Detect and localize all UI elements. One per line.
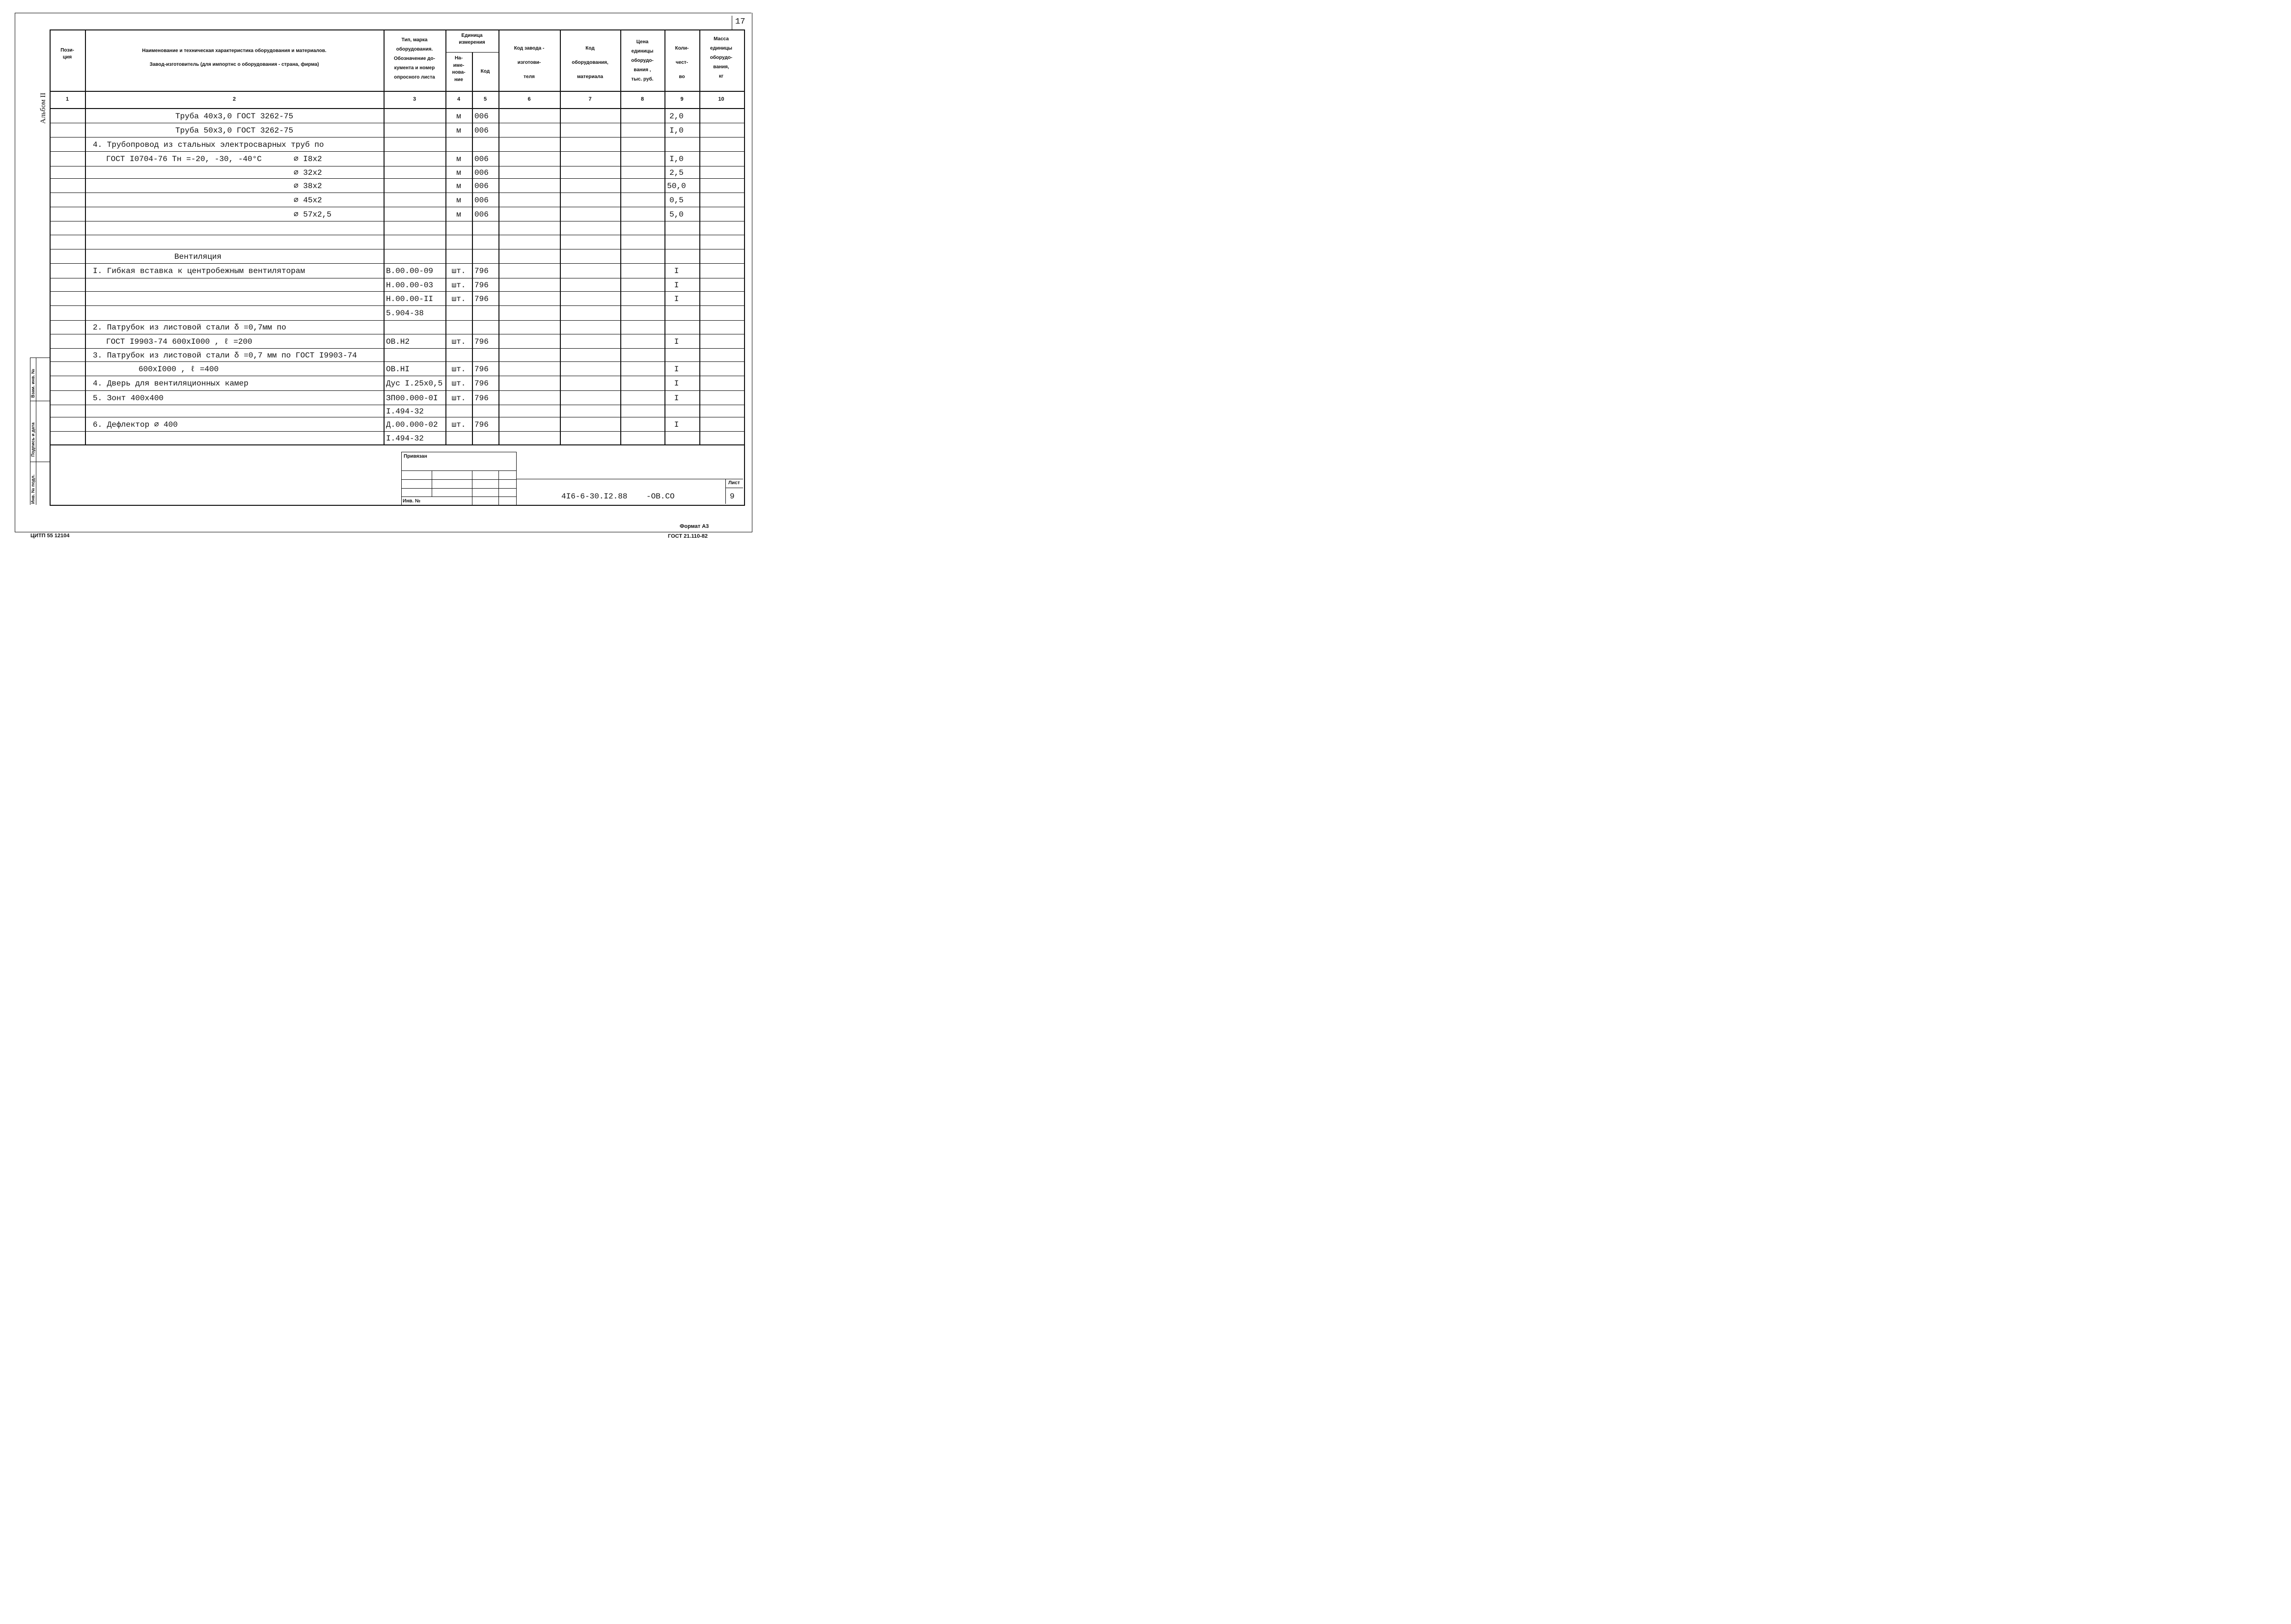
footer-format: Формат А3 [680,523,709,529]
row-code: 006 [474,112,489,121]
row-type: Д.00.000-02 [386,420,438,429]
side-label-signature: Подпись и дата [30,422,35,457]
stamp-line [401,496,517,497]
row-name: Вентиляция [174,252,222,261]
row-line [50,151,744,152]
row-line [50,390,744,391]
row-unit: м [456,112,461,121]
row-unit: шт. [451,337,466,346]
row-name: I. Гибкая вставка к центробежным вентиляторам [93,267,305,275]
colnum-2: 2 [232,96,236,102]
table-bottom [50,444,744,445]
row-name-dimension: ⌀ I8х2 [294,155,322,164]
album-label: Альбом II [39,92,47,124]
row-code: 796 [474,394,489,403]
row-unit: шт. [451,281,466,290]
row-unit: м [456,196,461,205]
footer-left: ЦИТП 55 12104 [30,533,70,539]
row-line [50,348,744,349]
header-unit-divider [445,52,498,53]
row-name: 5. Зонт 400х400 [93,394,164,403]
row-line [50,305,744,306]
row-code: 006 [474,126,489,135]
row-qty: I,0 [669,126,684,135]
colnum-1: 1 [65,96,69,102]
row-line [50,291,744,292]
row-line [50,137,744,138]
row-unit: шт. [451,295,466,303]
row-line [50,320,744,321]
row-name: 6. Дефлектор ⌀ 400 [93,420,178,429]
page-number: 17 [735,17,745,27]
hdr-c5: Код [480,69,490,74]
row-type: Н.00.00-03 [386,281,434,290]
row-unit: шт. [451,394,466,403]
row-code: 006 [474,210,489,219]
row-unit: м [456,126,461,135]
sheet-label: Лист [728,480,740,486]
row-unit: шт. [451,420,466,429]
row-line [50,361,744,362]
row-line [50,263,744,264]
row-code: 006 [474,168,489,177]
row-name: Труба 50х3,0 ГОСТ 3262-75 [175,126,294,135]
hdr-c3: Тип, марка оборудования. Обозначение до- кумента и номер опросного листа [394,37,435,80]
col-line [472,52,473,445]
row-unit: шт. [451,267,466,275]
row-type: I.494-32 [386,434,424,443]
row-name: 4. Дверь для вентиляционных камер [93,379,248,388]
stamp-inv-no: Инв. № [403,498,421,504]
row-name: ГОСТ I9903-74 600хI000 , ℓ =200 [106,337,252,346]
hdr-c9: Коли- чест- во [675,46,689,80]
row-code: 796 [474,365,489,374]
footer-gost: ГОСТ 21.110-82 [668,533,708,539]
colnum-10: 10 [718,96,724,102]
row-qty: I [674,337,679,346]
row-name-dimension: ⌀ 57х2,5 [294,210,331,219]
stamp-privyazan: Привязан [404,454,427,459]
row-qty: I [674,420,679,429]
row-code: 796 [474,379,489,388]
row-qty: I [674,379,679,388]
stamp-line [498,470,499,505]
row-code: 796 [474,337,489,346]
colnum-4: 4 [457,96,461,102]
row-name-dimension: ⌀ 38х2 [294,182,322,191]
row-unit: м [456,168,461,177]
row-qty: I [674,394,679,403]
hdr-c7: Код оборудования, материала [572,46,608,80]
row-type: ЗП00.000-0I [386,394,438,403]
hdr-c1: Пози- ция [60,48,74,60]
row-name: 2. Патрубок из листовой стали δ =0,7мм по [93,323,286,332]
row-qty: I,0 [669,155,684,164]
drawing-sheet [0,0,768,541]
hdr-c10: Масса единицы оборудо- вания, кг [710,36,733,79]
row-type: В.00.00-09 [386,267,434,275]
row-name: ГОСТ I0704-76 Тн =-20, -30, -40°С [106,155,262,164]
row-unit: шт. [451,379,466,388]
row-unit: м [456,210,461,219]
row-unit: м [456,182,461,191]
header-bottom [50,91,744,92]
row-type: Н.00.00-II [386,295,434,303]
hdr-unit-group: Единица измерения [459,33,485,45]
doc-code: 4I6-6-30.I2.88 [561,492,628,501]
row-name: 600хI000 , ℓ =400 [138,365,219,374]
doc-suffix: -ОВ.СО [646,492,675,501]
row-qty: I [674,267,679,275]
row-name: 3. Патрубок из листовой стали δ =0,7 мм по ГОСТ I9903-74 [93,351,357,360]
row-code: 796 [474,267,489,275]
hdr-c4: На- име- нова- ние [452,55,466,83]
row-qty: I [674,295,679,303]
stamp-line [401,470,517,471]
colnum-8: 8 [640,96,644,102]
row-code: 796 [474,420,489,429]
row-unit: шт. [451,365,466,374]
row-line [50,178,744,179]
colnum-3: 3 [413,96,416,102]
row-code: 006 [474,155,489,164]
row-type: ОВ.Н2 [386,337,410,346]
row-unit: м [456,155,461,164]
colnum-6: 6 [527,96,531,102]
sheet-number: 9 [730,492,735,501]
stamp-line [401,479,517,480]
row-name-dimension: ⌀ 45х2 [294,196,322,205]
colnum-9: 9 [680,96,684,102]
colnum-5: 5 [483,96,487,102]
row-qty: 2,5 [669,168,684,177]
row-code: 006 [474,182,489,191]
row-qty: I [674,281,679,290]
row-type: Дус I.25х0,5 [386,379,443,388]
row-name: Труба 40х3,0 ГОСТ 3262-75 [175,112,294,121]
side-label-vzam: Взам. инв. № [30,368,35,398]
row-type: I.494-32 [386,407,424,416]
stamp-line [401,488,517,489]
row-type: ОВ.НI [386,365,410,374]
row-name: 4. Трубопровод из стальных электросварных труб по [93,140,324,149]
row-type: 5.904-38 [386,309,424,318]
hdr-c6: Код завода - изготови- теля [514,46,545,80]
row-qty: 5,0 [669,210,684,219]
colnum-7: 7 [588,96,592,102]
row-name-dimension: ⌀ 32х2 [294,168,322,177]
hdr-c2: Наименование и техническая характеристика оборудования и материалов. Завод-изготовитель (для импортнс о оборудования - страна, фирма) [142,48,327,67]
row-code: 796 [474,281,489,290]
row-qty: I [674,365,679,374]
row-line [50,431,744,432]
row-qty: 0,5 [669,196,684,205]
row-code: 796 [474,295,489,303]
hdr-c8: Цена единицы оборудо- вания , тыс. руб. [631,39,654,82]
row-code: 006 [474,196,489,205]
row-qty: 50,0 [667,182,686,191]
stamp-line [725,479,726,504]
side-label-inv: Инв. № подл. [30,474,35,504]
row-qty: 2,0 [669,112,684,121]
colnum-bottom [50,108,744,109]
